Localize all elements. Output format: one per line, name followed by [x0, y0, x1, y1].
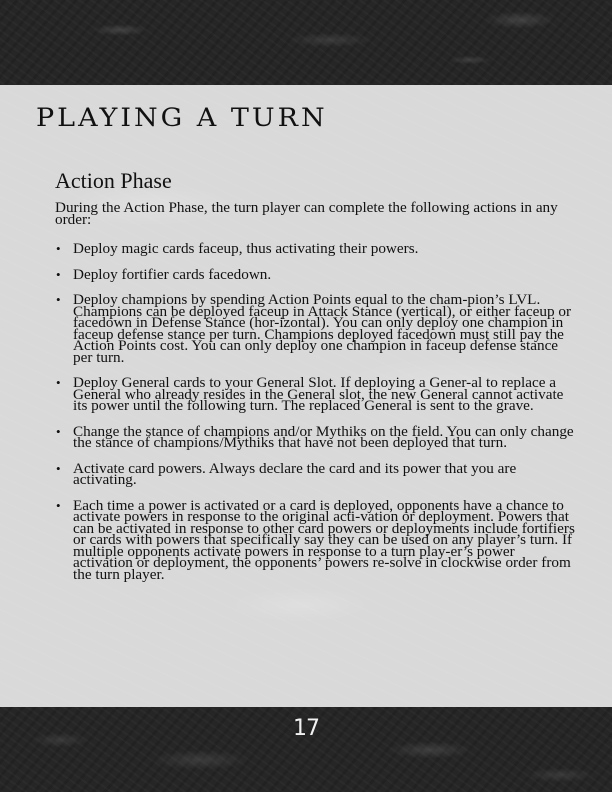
bullet-icon: • — [56, 375, 61, 390]
action-item — [55, 496, 575, 583]
action-text: Deploy General cards to your General Slot. If deploying a Gener-al to replace a General who already resides in the General slot, the new General cannot activate its power until the following turn. The replaced General is sent to the grave. — [73, 374, 564, 414]
section-title: PLAYING A TURN — [36, 104, 328, 133]
action-item — [55, 291, 575, 366]
action-text: Change the stance of champions and/or Mythiks on the field. You can only change the stance of champions/Mythiks that have not been deployed that turn. — [73, 422, 574, 451]
action-list — [55, 240, 575, 594]
action-item — [55, 422, 575, 451]
action-text: Each time a power is activated or a card is deployed, opponents have a chance to activate powers in response to the original acti-vation or deployment. Powers that can be activated in response to other card powers or deployments include fortifiers or cards with powers that specifically say they can be used on any player’s turn. If multiple opponents activate powers in response to a turn play-er’s power activation or deployment, the opponents’ powers re-solve in clockwise order from the turn player. — [73, 496, 575, 583]
action-item — [55, 374, 575, 414]
page-number: 17 — [293, 716, 319, 741]
action-item — [55, 265, 575, 283]
bullet-icon: • — [56, 460, 61, 476]
action-text: Deploy fortifier cards facedown. — [73, 265, 272, 283]
action-text: Deploy champions by spending Action Points equal to the cham-pion’s LVL. Champions can be deployed faceup in Attack Stance (vertical), or either faceup or facedown in Defense Stance (hor-izontal). You can only deploy one champion in faceup defense stance per turn. Champions deployed facedown must still pay the Action Points cost. You can only deploy one champion in faceup defense stance per turn. — [73, 291, 572, 366]
bullet-icon: • — [56, 241, 61, 256]
action-text: Deploy magic cards faceup, thus activating their powers. — [73, 240, 419, 257]
bullet-icon: • — [56, 423, 61, 439]
intro-paragraph: During the Action Phase, the turn player can complete the following actions in any order: — [55, 199, 558, 228]
bullet-icon: • — [56, 266, 61, 282]
action-item — [55, 240, 575, 257]
subsection-title: Action Phase — [55, 168, 172, 193]
bullet-icon: • — [56, 292, 61, 307]
action-text: Activate card powers. Always declare the card and its power that you are activating. — [73, 459, 517, 488]
action-item — [55, 459, 575, 488]
bullet-icon: • — [56, 497, 61, 513]
